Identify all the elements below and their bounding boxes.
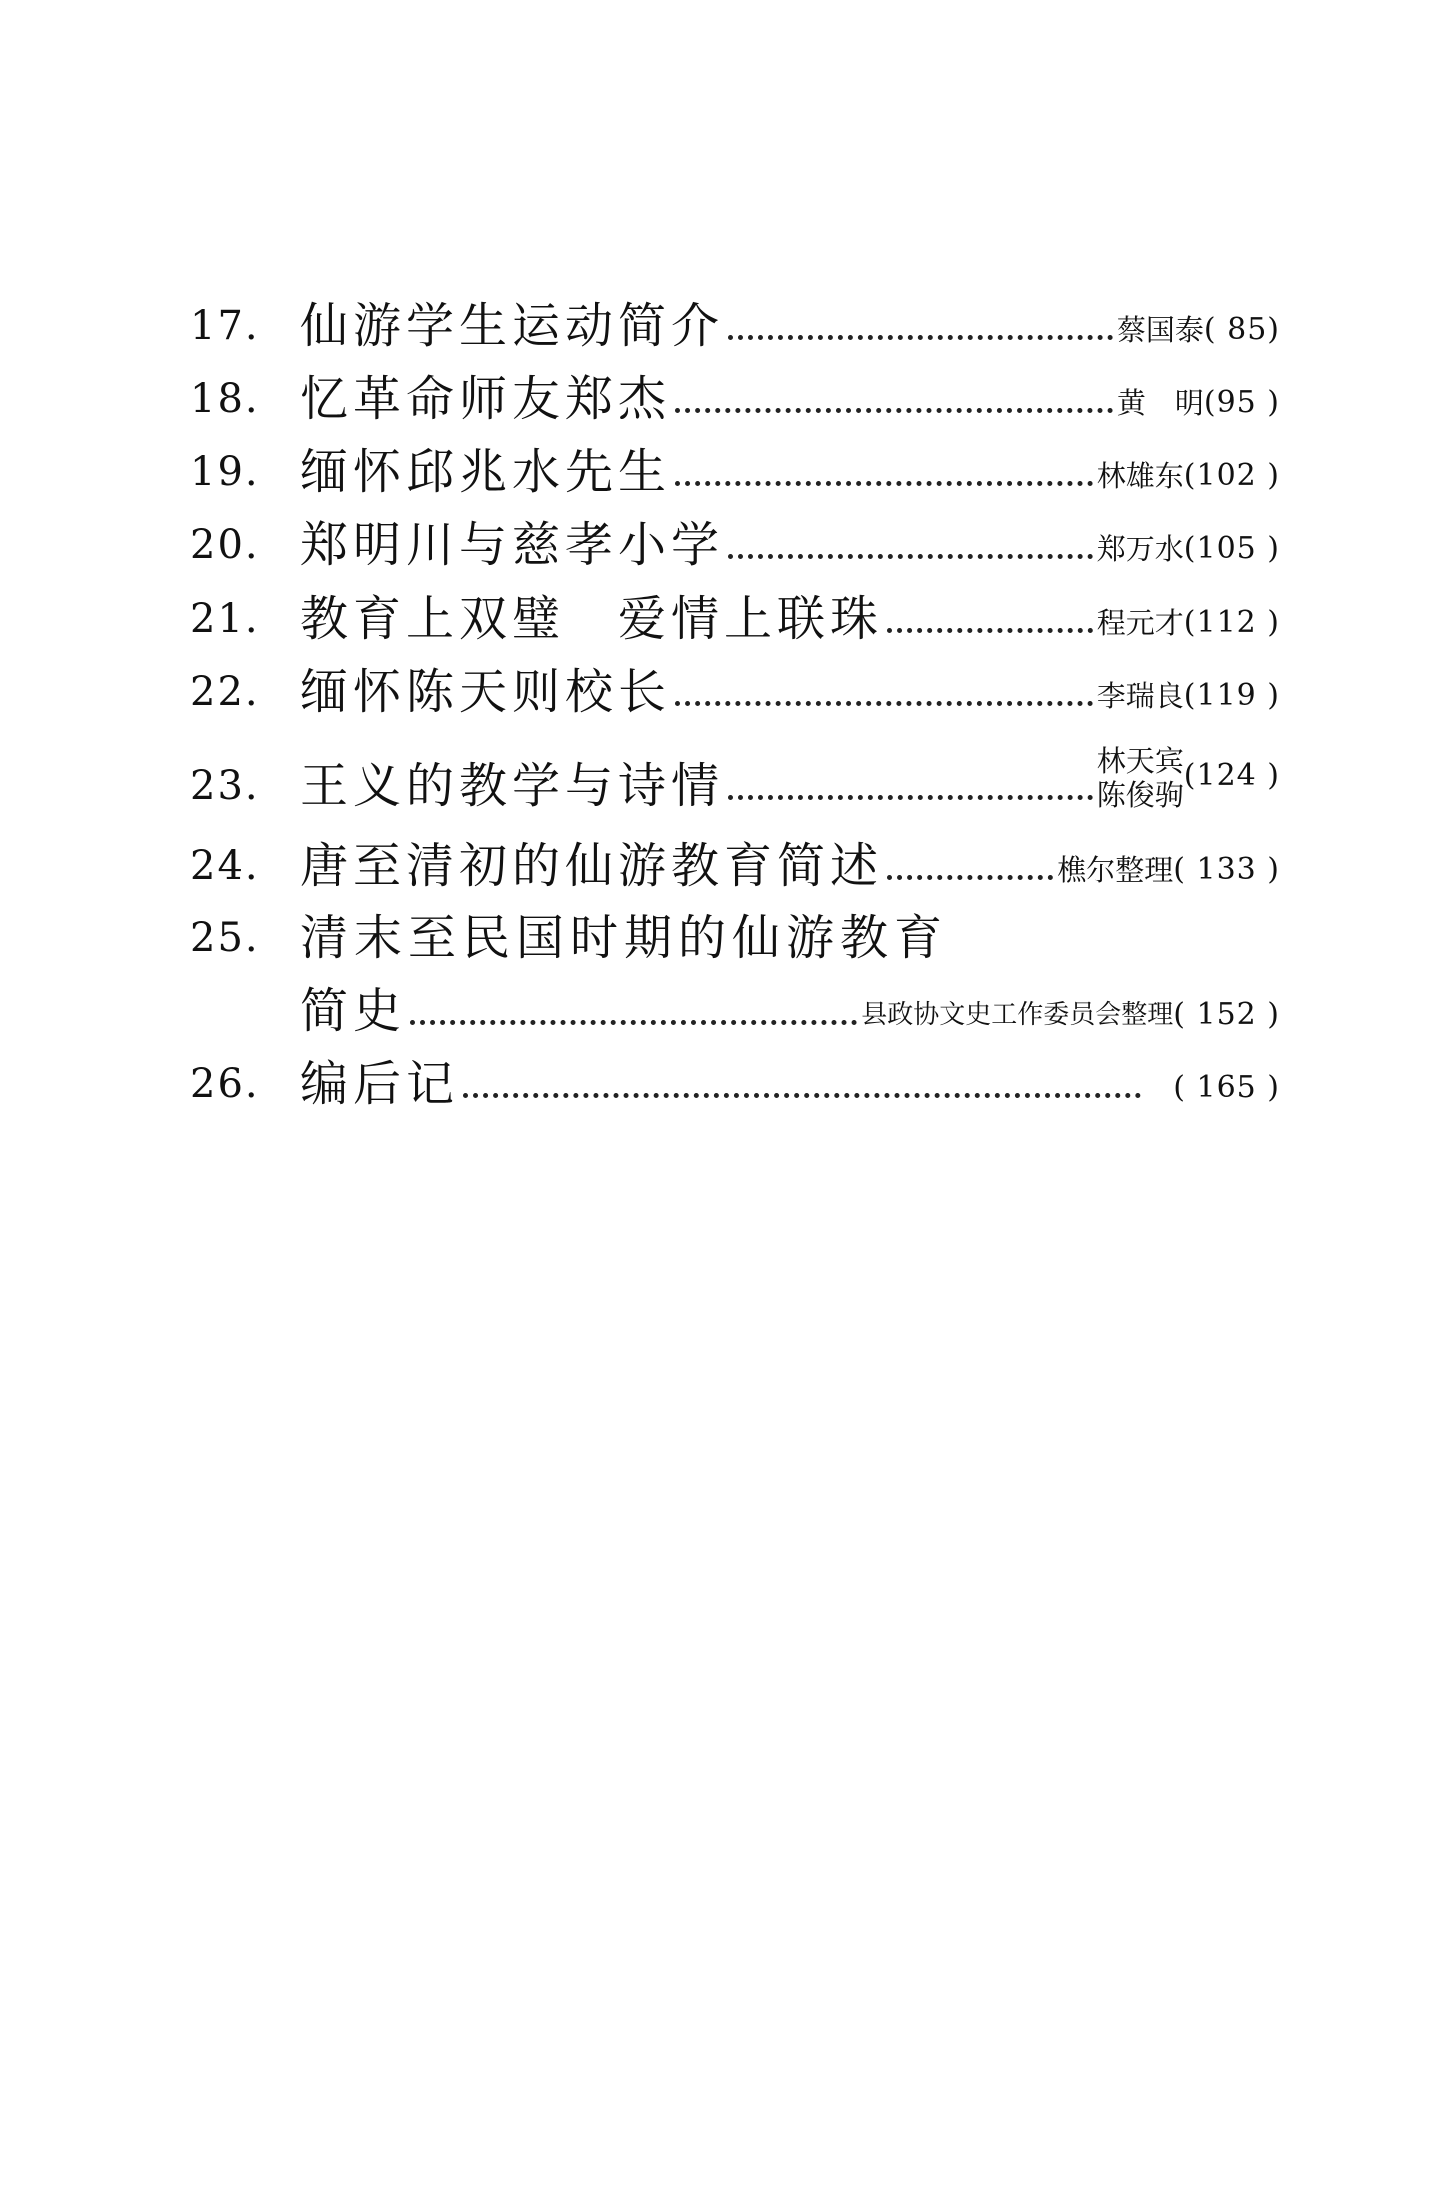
entry-number: 23. — [190, 763, 260, 809]
entry-author: 林雄东 — [1096, 459, 1184, 493]
dot-leader — [675, 408, 1113, 413]
entry-title: 王义的教学与诗情 — [300, 758, 725, 814]
toc-entry-18[interactable] — [190, 371, 1280, 427]
entry-number: 24. — [190, 843, 260, 889]
entry-number: 22. — [190, 669, 260, 715]
entry-number: 25. — [190, 915, 260, 961]
entry-title: 教育上双璧 爱情上联珠 — [300, 591, 884, 647]
entry-title: 仙游学生运动简介 — [300, 298, 725, 354]
dot-leader — [463, 1093, 1141, 1098]
entry-page: (95 ) — [1203, 385, 1280, 420]
entry-title: 郑明川与慈孝小学 — [300, 517, 725, 573]
entry-author: 蔡国泰 — [1116, 313, 1204, 347]
toc-entry-22[interactable] — [190, 664, 1280, 720]
entry-number: 21. — [190, 596, 260, 642]
entry-page: ( 85) — [1203, 312, 1280, 347]
entry-title-line-2: 简史 — [300, 983, 407, 1039]
entry-title: 缅怀陈天则校长 — [300, 664, 672, 720]
entry-author: 李瑞良 — [1096, 679, 1184, 713]
entry-page: (102 ) — [1183, 458, 1280, 493]
entry-title: 缅怀邱兆水先生 — [300, 444, 672, 500]
dot-leader — [728, 335, 1113, 340]
entry-number: 17. — [190, 303, 260, 349]
dot-leader — [410, 1020, 857, 1025]
toc-entry-17[interactable] — [190, 298, 1280, 354]
dot-leader — [728, 554, 1093, 559]
entry-author: 程元才 — [1096, 606, 1184, 640]
toc-entry-19[interactable] — [190, 444, 1280, 500]
toc-entry-23[interactable] — [190, 744, 1280, 814]
entry-page: (124 ) — [1183, 758, 1280, 793]
dot-leader — [887, 875, 1053, 880]
entry-author: 郑万水 — [1096, 532, 1184, 566]
dot-leader — [728, 795, 1093, 800]
entry-page: ( 165 ) — [1173, 1070, 1280, 1105]
entry-page: (112 ) — [1183, 605, 1280, 640]
entry-title-line-1: 清末至民国时期的仙游教育 — [300, 910, 949, 966]
entry-number: 26. — [190, 1061, 260, 1107]
toc-entry-26[interactable] — [190, 1056, 1280, 1112]
toc-entry-24[interactable] — [190, 838, 1280, 894]
toc-entry-21[interactable] — [190, 591, 1280, 647]
entry-author: 樵尔整理 — [1057, 853, 1174, 887]
entry-title: 编后记 — [300, 1056, 460, 1112]
toc-entry-25-continuation[interactable] — [300, 983, 1280, 1039]
entry-title: 忆革命师友郑杰 — [300, 371, 672, 427]
entry-author: 县政协文史工作委员会整理 — [861, 1000, 1174, 1030]
dot-leader — [675, 481, 1093, 486]
entry-number: 18. — [190, 376, 260, 422]
entry-authors — [1097, 744, 1184, 812]
entry-page: ( 133 ) — [1173, 852, 1280, 887]
entry-title: 唐至清初的仙游教育简述 — [300, 838, 884, 894]
entry-page: ( 152 ) — [1173, 997, 1280, 1032]
dot-leader — [675, 701, 1093, 706]
entry-author-1: 林天宾 — [1096, 744, 1184, 778]
toc-entry-25[interactable] — [190, 910, 1280, 966]
entry-page: (105 ) — [1183, 531, 1280, 566]
entry-number: 19. — [190, 449, 260, 495]
entry-page: (119 ) — [1183, 678, 1280, 713]
entry-author: 黄 明 — [1116, 386, 1204, 420]
entry-author-2: 陈俊驹 — [1096, 778, 1184, 812]
entry-number: 20. — [190, 522, 260, 568]
dot-leader — [887, 628, 1093, 633]
toc-entry-20[interactable] — [190, 517, 1280, 573]
